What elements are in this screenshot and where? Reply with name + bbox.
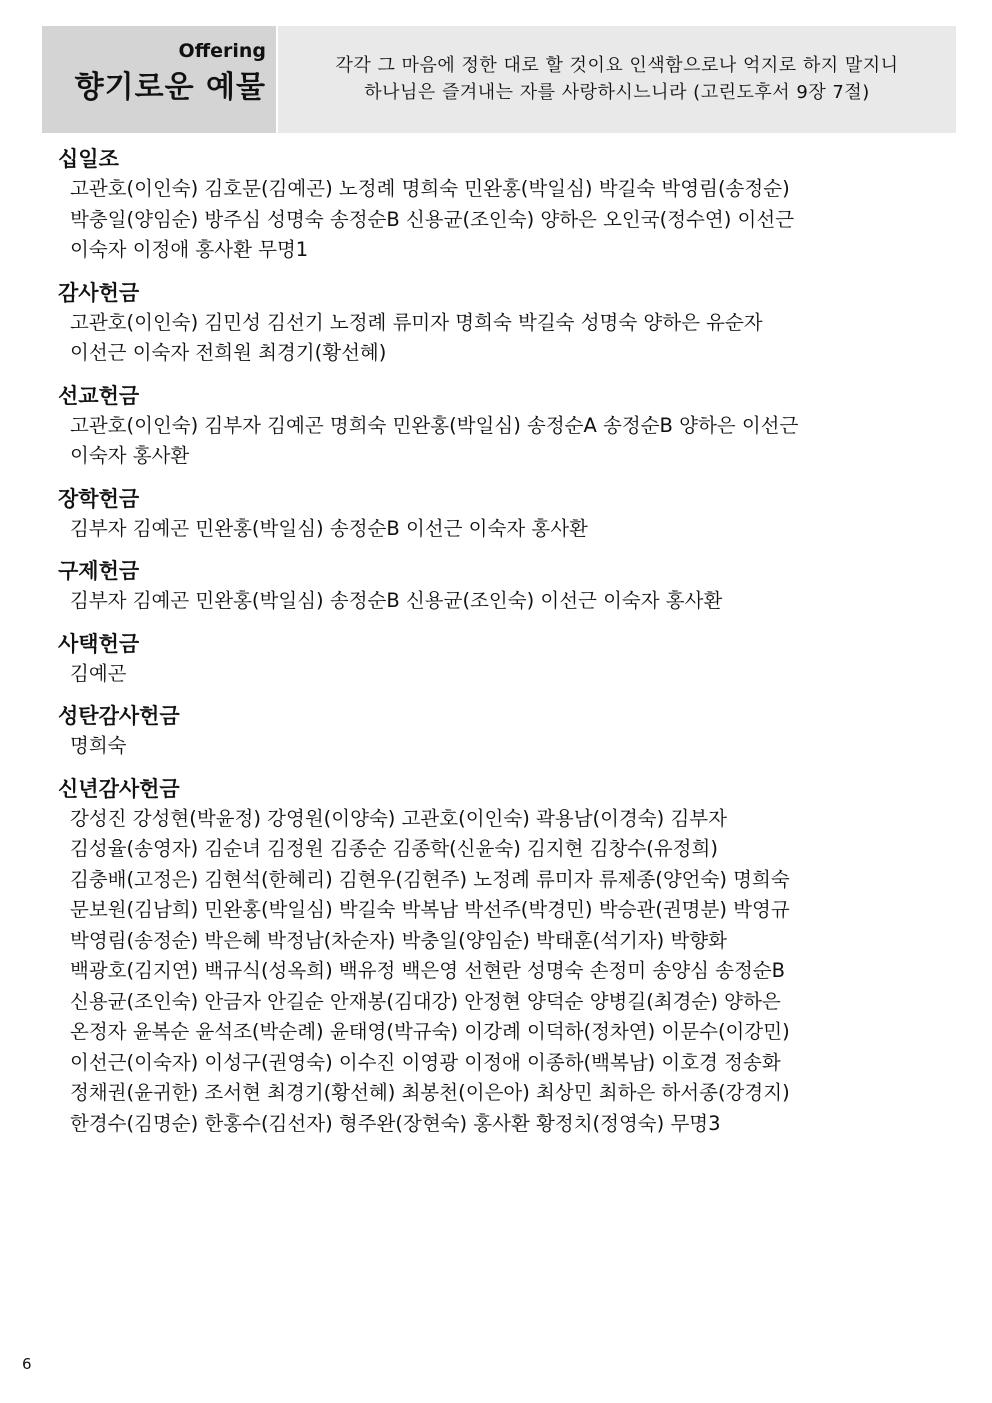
section-new-year-thanksgiving <box>58 774 938 1140</box>
section-title: 십일조 <box>58 147 119 171</box>
section-title: 신년감사헌금 <box>58 776 180 801</box>
section-names: 김부자 김예곤 민완홍(박일심) 송정순B 신용균(조인숙) 이선근 이숙자 홍사환 <box>70 589 723 612</box>
section-parsonage <box>58 629 938 690</box>
section-thanksgiving <box>58 278 938 369</box>
section-title: 성탄감사헌금 <box>58 704 180 728</box>
section-title: 구제헌금 <box>58 559 140 583</box>
section-names: 고관호(이인숙) 김민성 김선기 노정례 류미자 명희숙 박길숙 성명숙 양하은 유순자 이선근 이숙자 전희원 최경기(황선혜) <box>70 310 763 364</box>
section-title: 감사헌금 <box>58 280 140 305</box>
offering-list <box>58 144 938 1151</box>
header-korean-title: 향기로운 예물 <box>74 70 266 105</box>
section-names: 김부자 김예곤 민완홍(박일심) 송정순B 이선근 이숙자 홍사환 <box>70 516 588 540</box>
verse-line-1: 각각 그 마음에 정한 대로 할 것이요 인색함으로나 억지로 하지 말지니 <box>335 55 899 76</box>
section-names: 고관호(이인숙) 김부자 김예곤 명희숙 민완홍(박일심) 송정순A 송정순B 양하은 이선근 이숙자 홍사환 <box>70 413 799 467</box>
section-names: 강성진 강성현(박윤정) 강영원(이양숙) 고관호(이인숙) 곽용남(이경숙) 김부자 김성율(송영자) 김순녀 김정원 김종순 김종학(신윤숙) 김지현 김창수(유정희) 김충배(고정은) 김현석(한혜리) 김현우(김현주) 노정례 류미자 류제종(양언숙) 명희숙 문보원(김남희) 민완홍(박일심) 박길숙 박복남 박선주(박경민) 박승관(권명분) 박영규 박영림(송정순) 박은혜 박정남(차순자) 박충일(양임순) 박태훈(석기자) 박향화 백광호(김지연) 백규식(성옥희) 백유정 백은영 선현란 성명숙 손정미 송양심 송정순B 신용균(조인숙) 안금자 안길순 안재봉(김대강) 안정현 양덕순 양병길(최경순) 양하은 온정자 윤복순 윤석조(박순례) 윤태영(박규숙) 이강례 이덕하(정차연) 이문수(이강민) 이선근(이숙자) 이성구(권영숙) 이수진 이영광 이정애 이종하(백복남) 이호경 정송화 정채권(윤귀한) 조서현 최경기(황선혜) 최봉천(이은아) 최상민 최하은 하서종(강경지) 한경수(김명순) 한홍수(김선자) 형주완(장현숙) 홍사환 황정치(정영숙) 무명3 <box>70 806 790 1135</box>
section-tithe <box>58 144 938 266</box>
header-verse <box>278 26 956 133</box>
header-english-title: Offering <box>178 40 266 62</box>
section-names: 고관호(이인숙) 김호문(김예곤) 노정례 명희숙 민완홍(박일심) 박길숙 박영림(송정순) 박충일(양임순) 방주심 성명숙 송정순B 신용균(조인숙) 양하은 오인국(정수연) 이선근 이숙자 이정애 홍사환 무명1 <box>70 177 795 261</box>
section-mission <box>58 381 938 472</box>
header-title-box <box>42 26 276 133</box>
section-names: 명희숙 <box>70 734 127 757</box>
section-title: 사택헌금 <box>58 631 140 656</box>
section-title: 선교헌금 <box>58 383 140 408</box>
section-title: 장학헌금 <box>58 486 140 511</box>
verse-line-2: 하나님은 즐겨내는 자를 사랑하시느니라 (고린도후서 9장 7절) <box>364 82 870 103</box>
section-scholarship <box>58 484 938 545</box>
section-names: 김예곤 <box>70 661 127 685</box>
page-number: 6 <box>22 1355 32 1373</box>
section-christmas-thanksgiving <box>58 701 938 762</box>
offering-header <box>42 26 956 133</box>
section-relief <box>58 556 938 617</box>
